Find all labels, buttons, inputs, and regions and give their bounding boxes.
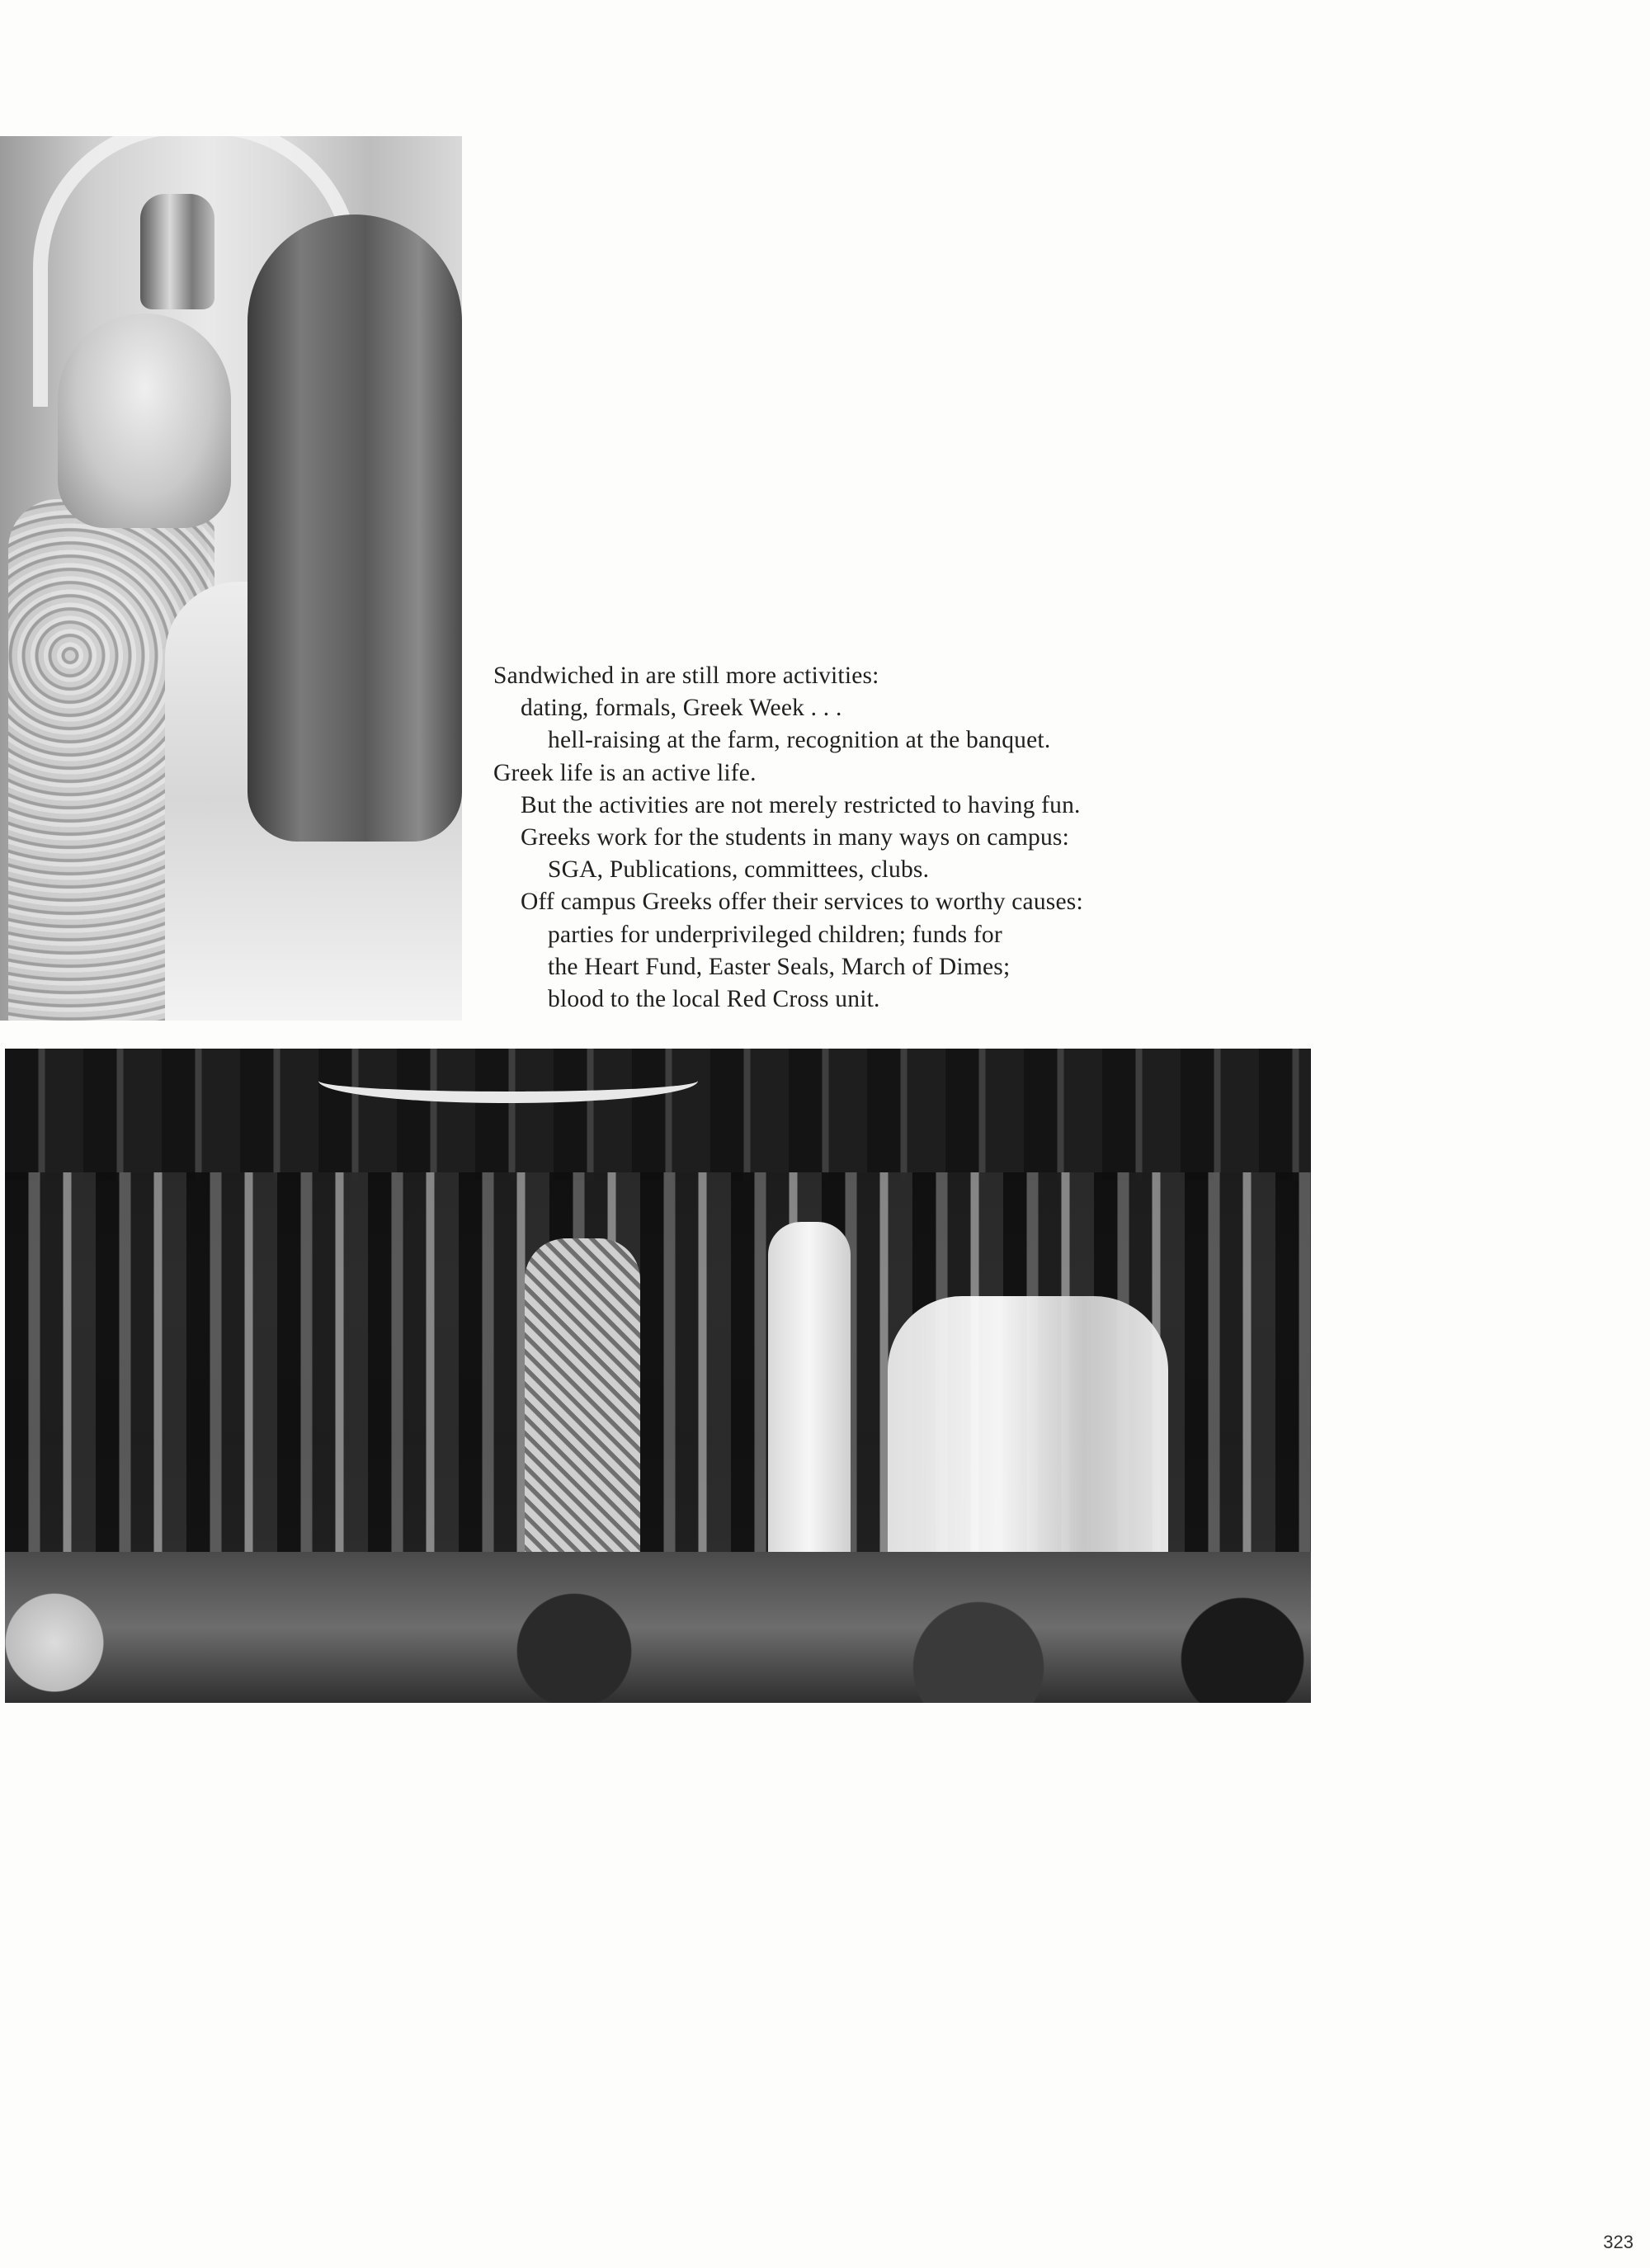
- verse-line: hell-raising at the farm, recognition at the banquet.: [548, 727, 1051, 754]
- verse-line: the Heart Fund, Easter Seals, March of Dimes;: [548, 953, 1011, 980]
- verse-line: dating, formals, Greek Week . . .: [521, 695, 842, 722]
- photo-audience-heads: [5, 1577, 1311, 1703]
- verse-line: Off campus Greeks offer their services to worthy causes:: [521, 889, 1083, 916]
- verse-line: blood to the local Red Cross unit.: [548, 986, 880, 1013]
- verse-line: parties for underprivileged children; funds for: [548, 921, 1002, 948]
- photo-streamer-garland: [318, 1059, 698, 1103]
- photo-banquet-recognition: [5, 1049, 1311, 1703]
- page-number: 323: [1603, 2232, 1634, 2252]
- photo-silver-pitcher: [140, 194, 214, 309]
- photo-reception-women: [0, 136, 462, 1021]
- photo-long-haired-woman: [248, 215, 462, 842]
- verse-line: Greeks work for the students in many ways on campus:: [521, 824, 1070, 851]
- photo-print-gown: [525, 1238, 640, 1593]
- verse-line: SGA, Publications, committees, clubs.: [548, 856, 930, 884]
- verse-text-block: [493, 660, 1302, 1016]
- verse-line: But the activities are not merely restricted to having fun.: [521, 791, 1081, 818]
- photo-blonde-woman: [58, 314, 231, 528]
- verse-line: Greek life is an active life.: [493, 759, 757, 786]
- verse-line: Sandwiched in are still more activities:: [493, 662, 879, 689]
